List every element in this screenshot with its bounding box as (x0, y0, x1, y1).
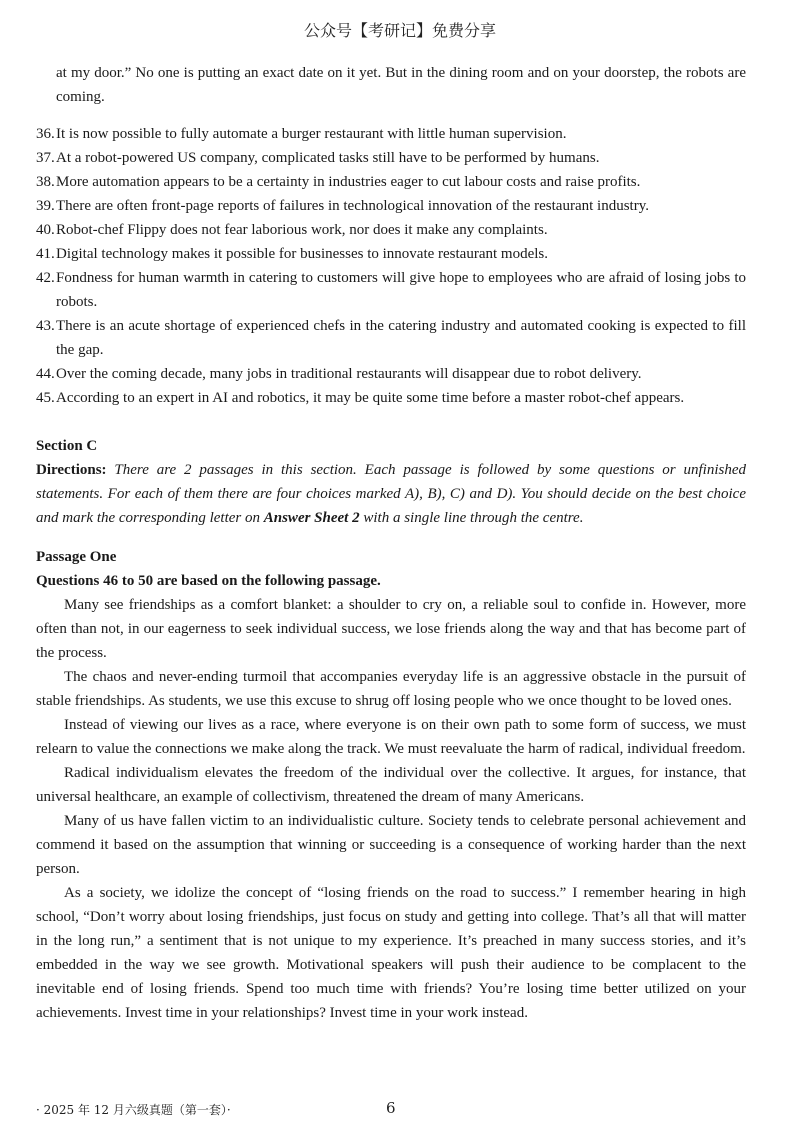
question-item (36, 386, 746, 410)
question-text: Robot-chef Flippy does not fear laborious work, nor does it make any complaints. (56, 222, 548, 238)
question-item (36, 314, 746, 362)
question-item (36, 146, 746, 170)
question-text: At a robot-powered US company, complicated tasks still have to be performed by humans. (56, 150, 600, 166)
continuation-text: at my door.” No one is putting an exact date on it yet. But in the dining room and on your doorstep, the robots are coming. (56, 65, 746, 105)
question-text: More automation appears to be a certainty in industries eager to cut labour costs and raise profits. (56, 174, 641, 190)
page-header: 公众号【考研记】免费分享 (303, 21, 496, 40)
question-text: Over the coming decade, many jobs in traditional restaurants will disappear due to robot delivery. (56, 366, 642, 382)
question-text: Digital technology makes it possible for businesses to innovate restaurant models. (56, 246, 548, 262)
passage-one-subtitle: Questions 46 to 50 are based on the following passage. (36, 573, 381, 589)
question-number: 44. (36, 366, 55, 382)
question-number: 45. (36, 390, 55, 406)
passage-paragraph: As a society, we idolize the concept of “losing friends on the road to success.” I remember hearing in high school, “Don’t worry about losing friendships, just focus on study and getting into college. That’s all that will matter in the long run,” a sentiment that is not unique to my experience. It’s preached in many success stories, and it’s embedded in the way we see growth. Motivational speakers will push their audience to be complacent to the inevitable end of losing friends. Spend too much time with friends? You’re losing time better utilized on your achievements. Invest time in your relationships? Invest time in your work instead. (36, 885, 746, 1021)
directions-text: There are 2 passages in this section. Each passage is followed by some questions or unfinished statements. For each of them there are four choices marked A), B), C) and D). You should decide on the best choice and mark the corresponding letter on (36, 462, 746, 526)
question-text: There is an acute shortage of experienced chefs in the catering industry and automated cooking is expected to fill the gap. (56, 318, 746, 358)
question-item (36, 194, 746, 218)
question-item (36, 170, 746, 194)
section-c-title: Section C (36, 438, 98, 454)
question-number: 42. (36, 270, 55, 286)
question-number: 38. (36, 174, 55, 190)
question-item (36, 266, 746, 314)
question-number: 39. (36, 198, 55, 214)
question-text: It is now possible to fully automate a burger restaurant with little human supervision. (56, 126, 567, 142)
section-c-directions (36, 458, 746, 530)
question-number: 36. (36, 126, 55, 142)
question-item (36, 242, 746, 266)
question-number: 43. (36, 318, 55, 334)
page-footer (36, 1101, 746, 1121)
exam-label: · 2025 年 12 月六级真题（第一套）· (36, 1103, 231, 1117)
directions-label: Directions: (36, 462, 107, 478)
page-number: 6 (386, 1099, 396, 1117)
question-item (36, 122, 746, 146)
passage-paragraph: Instead of viewing our lives as a race, where everyone is on their own path to some form of success, we must relearn to value the connections we make along the track. We must reevaluate the harm of radical, individual freedom. (36, 717, 746, 757)
page-content (36, 61, 746, 1025)
passage-paragraph: Many see friendships as a comfort blanket: a shoulder to cry on, a reliable soul to confide in. However, more often than not, in our eagerness to seek individual success, we lose friends along the way and that has become part of the process. (36, 597, 746, 661)
question-list (36, 122, 746, 410)
question-text: There are often front-page reports of failures in technological innovation of the restaurant industry. (56, 198, 649, 214)
question-number: 40. (36, 222, 55, 238)
question-text: Fondness for human warmth in catering to customers will give hope to employees who are afraid of losing jobs to robots. (56, 270, 746, 310)
question-item (36, 218, 746, 242)
directions-text-end: with a single line through the centre. (359, 510, 584, 526)
passage-paragraph: The chaos and never-ending turmoil that accompanies everyday life is an aggressive obstacle in the pursuit of stable friendships. As students, we use this excuse to shrug off losing people who we once thought to be loved ones. (36, 669, 746, 709)
passage-one-title: Passage One (36, 549, 117, 565)
question-text: According to an expert in AI and robotics, it may be quite some time before a master robot-chef appears. (56, 390, 685, 406)
question-number: 37. (36, 150, 55, 166)
question-item (36, 362, 746, 386)
directions-answer-sheet: Answer Sheet 2 (263, 510, 360, 526)
question-number: 41. (36, 246, 55, 262)
passage-paragraph: Radical individualism elevates the freedom of the individual over the collective. It argues, for instance, that universal healthcare, an example of collectivism, threatened the dream of many Americans. (36, 765, 746, 805)
passage-paragraph: Many of us have fallen victim to an individualistic culture. Society tends to celebrate personal achievement and commend it based on the assumption that winning or succeeding is a consequence of working harder than the next person. (36, 813, 746, 877)
